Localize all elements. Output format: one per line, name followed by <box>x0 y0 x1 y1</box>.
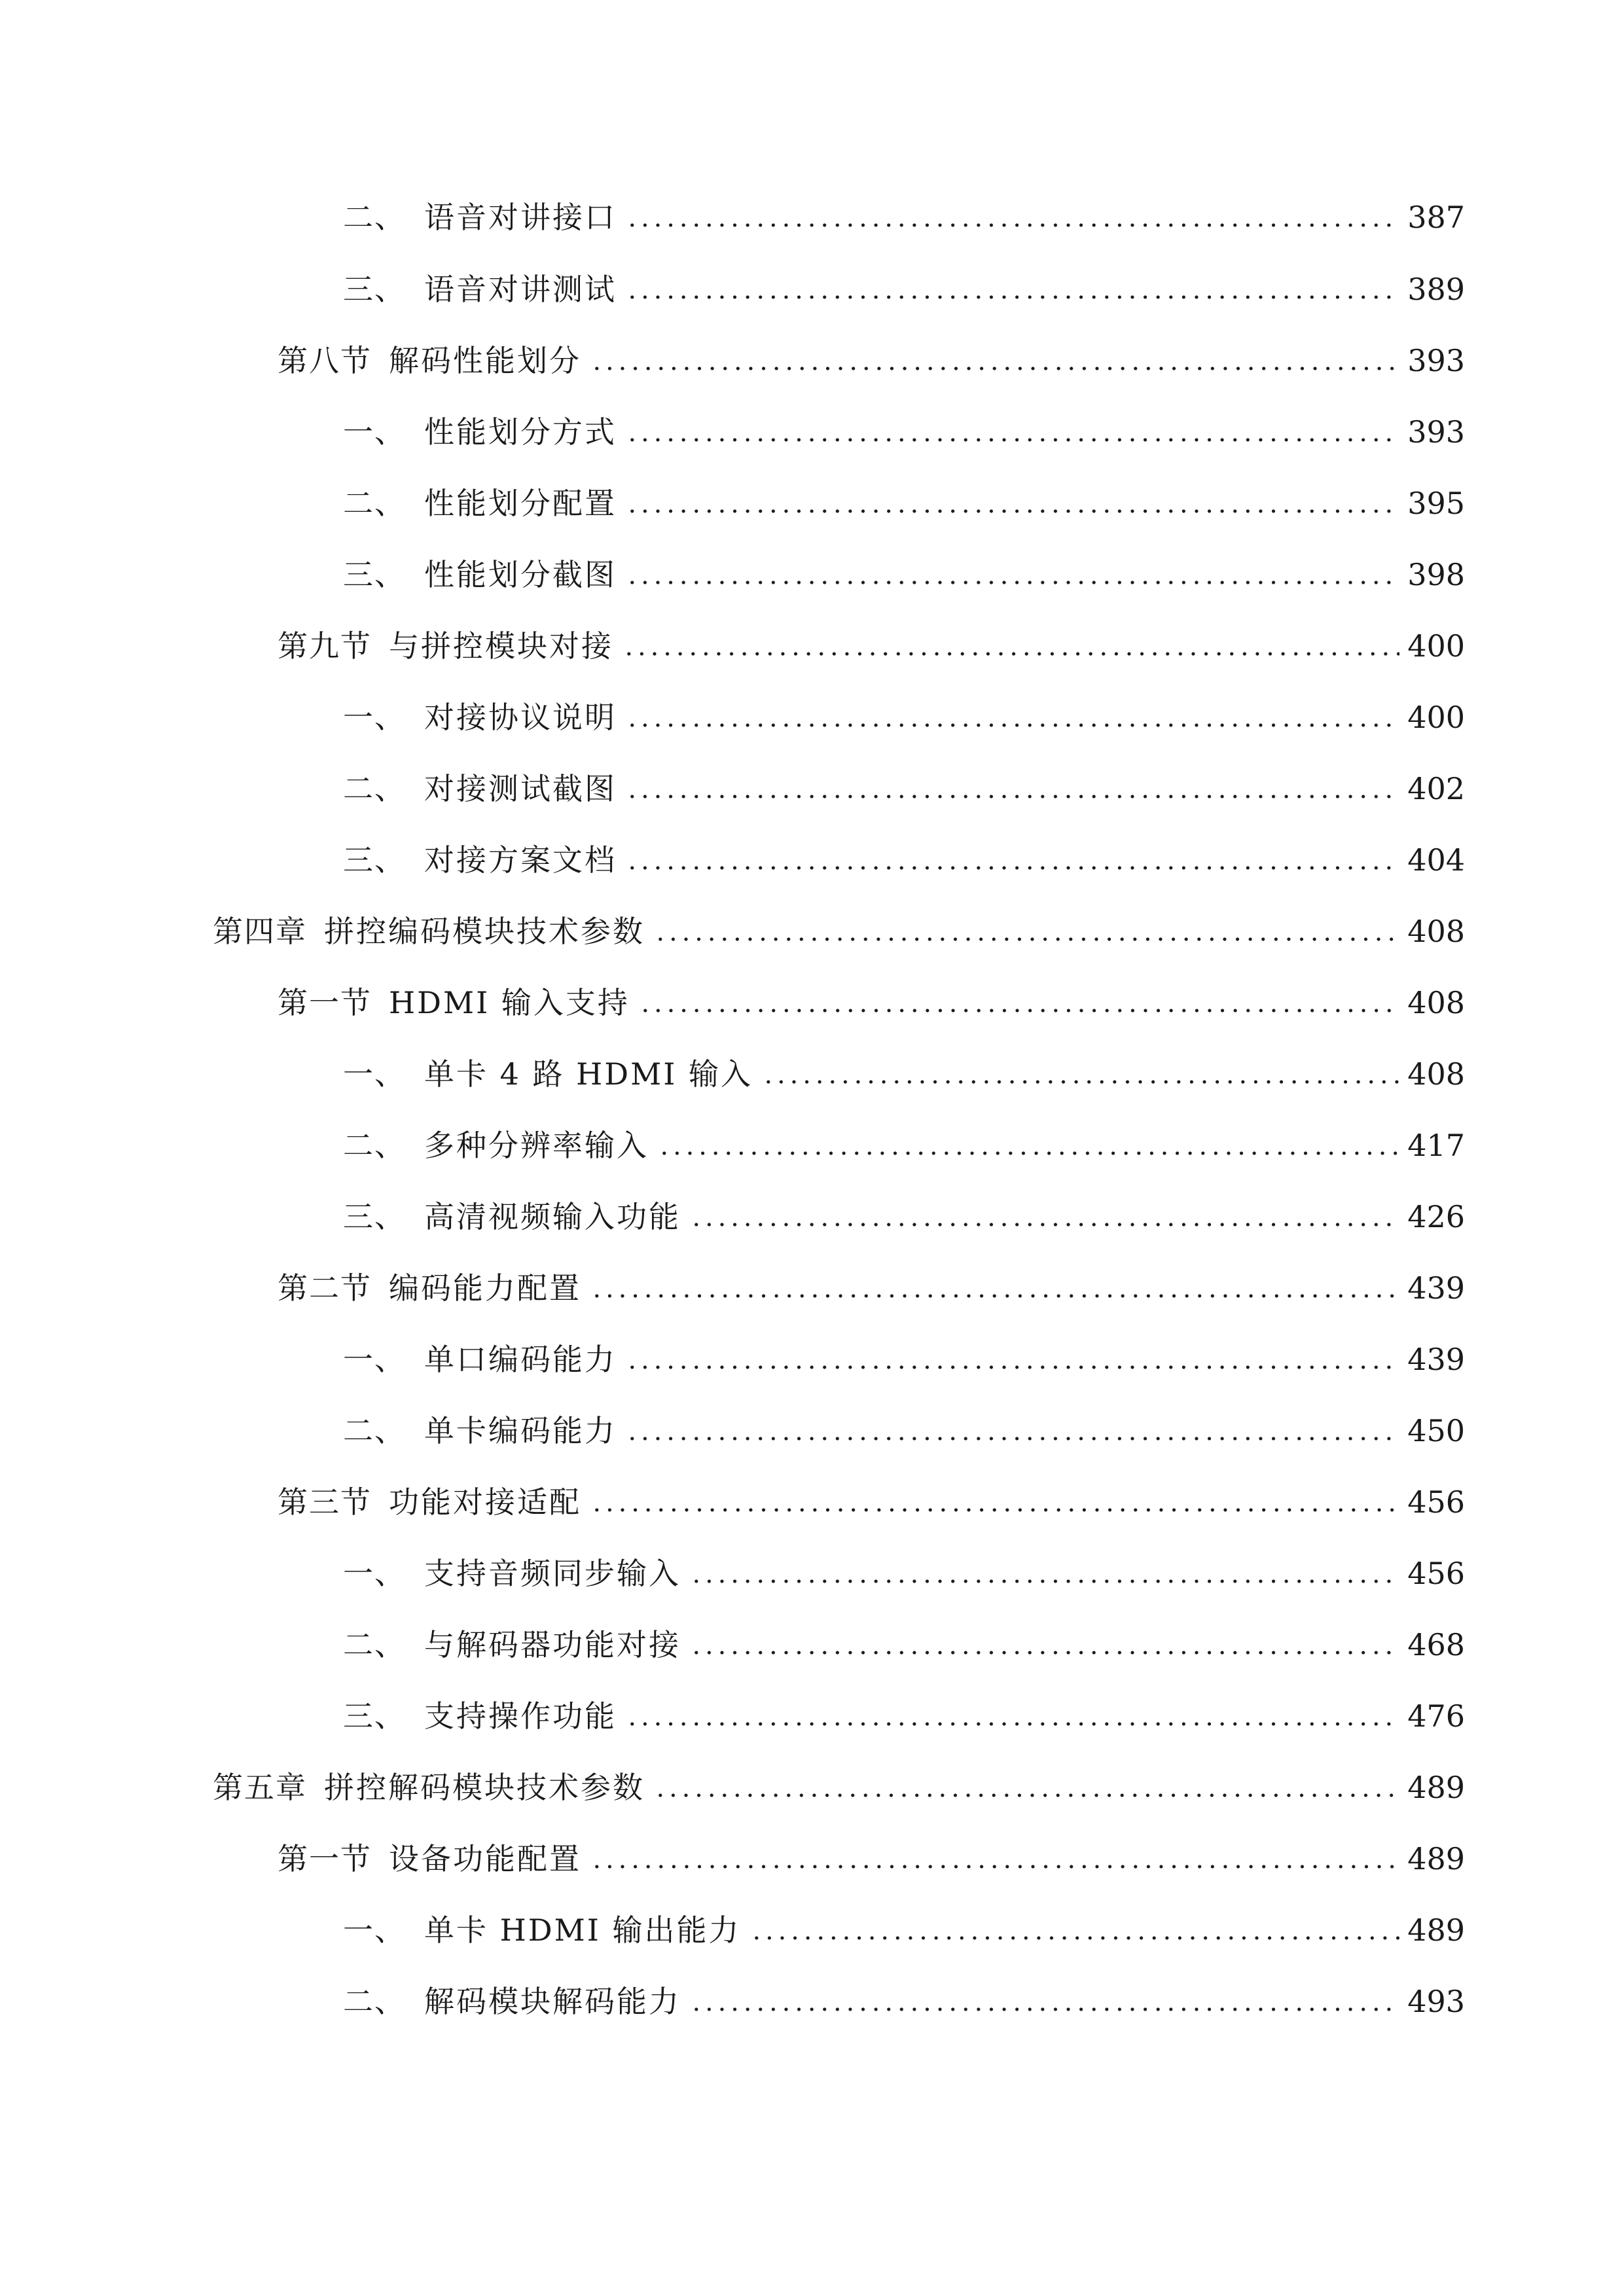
dot-leader <box>626 194 1399 240</box>
toc-entry[interactable] <box>343 1194 1465 1240</box>
toc-entry[interactable] <box>343 266 1465 312</box>
toc-entry-page: 408 <box>1407 985 1465 1020</box>
toc-entry-page: 468 <box>1407 1627 1465 1662</box>
dot-leader <box>626 1693 1399 1739</box>
toc-entry[interactable] <box>278 1479 1465 1525</box>
toc-entry-title: 支持操作功能 <box>424 1698 617 1734</box>
toc-entry-page: 439 <box>1407 1342 1465 1377</box>
toc-entry-title: 语音对讲测试 <box>424 272 617 307</box>
toc-entry-title: 单卡 HDMI 输出能力 <box>424 1912 741 1948</box>
toc-entry-title: 拼控解码模块技术参数 <box>324 1770 645 1805</box>
toc-entry-number: 三、 <box>343 272 406 307</box>
dot-leader <box>590 1479 1399 1525</box>
toc-entry[interactable] <box>343 1122 1465 1168</box>
toc-entry-page: 417 <box>1407 1128 1465 1163</box>
toc-entry-page: 489 <box>1407 1841 1465 1876</box>
toc-entry[interactable] <box>343 1551 1465 1596</box>
toc-entry-page: 387 <box>1407 200 1465 235</box>
toc-entry-title: 性能划分方式 <box>424 414 617 450</box>
dot-leader <box>626 1336 1399 1382</box>
toc-entry-title: 解码模块解码能力 <box>424 1984 681 2019</box>
toc-entry-number: 一、 <box>343 1556 406 1591</box>
toc-entry-title: 支持音频同步输入 <box>424 1556 681 1591</box>
toc-entry[interactable] <box>343 1622 1465 1668</box>
dot-leader <box>750 1907 1400 1953</box>
dot-leader <box>626 266 1399 312</box>
toc-entry-number: 二、 <box>343 1984 406 2019</box>
toc-entry-number: 三、 <box>343 1698 406 1734</box>
dot-leader <box>626 1408 1399 1454</box>
toc-entry-page: 393 <box>1407 343 1465 378</box>
dot-leader <box>690 1979 1399 2024</box>
toc-entry-number: 一、 <box>343 1056 406 1092</box>
toc-entry-page: 398 <box>1407 557 1465 592</box>
toc-entry-page: 400 <box>1407 628 1465 664</box>
toc-entry-page: 489 <box>1407 1770 1465 1805</box>
toc-entry[interactable] <box>278 1265 1465 1311</box>
toc-entry-title: 与拼控模块对接 <box>389 628 613 664</box>
toc-entry-title: 单卡 4 路 HDMI 输入 <box>424 1056 753 1092</box>
toc-entry-page: 400 <box>1407 700 1465 735</box>
toc-entry-number: 一、 <box>343 1342 406 1377</box>
toc-entry-page: 389 <box>1407 272 1465 307</box>
toc-entry-title: 单口编码能力 <box>424 1342 617 1377</box>
toc-entry[interactable] <box>343 480 1465 526</box>
toc-entry-number: 二、 <box>343 771 406 806</box>
toc-entry-title: 对接协议说明 <box>424 700 617 735</box>
toc-entry[interactable] <box>343 552 1465 598</box>
dot-leader <box>590 1836 1399 1882</box>
toc-entry-number: 第一节 <box>278 985 372 1020</box>
dot-leader <box>626 837 1399 883</box>
dot-leader <box>654 908 1399 954</box>
toc-entry[interactable] <box>343 766 1465 812</box>
toc-entry-page: 426 <box>1407 1199 1465 1234</box>
toc-entry-number: 第一节 <box>278 1841 372 1876</box>
dot-leader <box>626 552 1399 598</box>
toc-entry-page: 493 <box>1407 1984 1465 2019</box>
dot-leader <box>590 1265 1399 1311</box>
toc-entry-title: 对接方案文档 <box>424 842 617 878</box>
dot-leader <box>626 480 1399 526</box>
toc-entry[interactable] <box>213 1765 1465 1810</box>
dot-leader <box>690 1622 1399 1668</box>
toc-entry[interactable] <box>213 908 1465 954</box>
toc-entry-title: 编码能力配置 <box>389 1270 581 1306</box>
toc-entry-title: 多种分辨率输入 <box>424 1128 649 1163</box>
toc-entry[interactable] <box>278 623 1465 669</box>
toc-entry-title: 与解码器功能对接 <box>424 1627 681 1662</box>
toc-entry-number: 三、 <box>343 842 406 878</box>
dot-leader <box>690 1194 1399 1240</box>
toc-entry-number: 二、 <box>343 1627 406 1662</box>
toc-entry-title: 单卡编码能力 <box>424 1413 617 1448</box>
toc-entry-number: 一、 <box>343 1912 406 1948</box>
toc-entry[interactable] <box>343 1693 1465 1739</box>
dot-leader <box>623 623 1399 669</box>
toc-entry-number: 第三节 <box>278 1484 372 1520</box>
toc-entry-number: 第四章 <box>213 914 307 949</box>
toc-entry-page: 456 <box>1407 1484 1465 1520</box>
toc-entry[interactable] <box>278 338 1465 384</box>
toc-entry-page: 408 <box>1407 1056 1465 1092</box>
toc-entry-number: 三、 <box>343 1199 406 1234</box>
dot-leader <box>639 980 1399 1026</box>
toc-entry-number: 二、 <box>343 1413 406 1448</box>
toc-entry-number: 第二节 <box>278 1270 372 1306</box>
toc-entry[interactable] <box>343 1051 1465 1097</box>
toc-entry[interactable] <box>343 1979 1465 2024</box>
toc-entry-number: 一、 <box>343 700 406 735</box>
toc-entry-page: 476 <box>1407 1698 1465 1734</box>
toc-entry-title: 对接测试截图 <box>424 771 617 806</box>
toc-entry[interactable] <box>343 409 1465 455</box>
dot-leader <box>626 409 1399 455</box>
toc-entry[interactable] <box>343 1907 1465 1953</box>
toc-entry-page: 393 <box>1407 414 1465 450</box>
toc-entry[interactable] <box>343 1336 1465 1382</box>
toc-entry-title: 语音对讲接口 <box>424 200 617 235</box>
dot-leader <box>626 694 1399 740</box>
dot-leader <box>590 338 1399 384</box>
toc-entry-number: 二、 <box>343 200 406 235</box>
toc-entry-page: 404 <box>1407 842 1465 878</box>
toc-entry[interactable] <box>343 1408 1465 1454</box>
toc-entry-title: 解码性能划分 <box>389 343 581 378</box>
toc-entry[interactable] <box>343 194 1465 240</box>
toc-entry-number: 第九节 <box>278 628 372 664</box>
toc-entry[interactable] <box>278 980 1465 1026</box>
dot-leader <box>762 1051 1399 1097</box>
toc-entry-title: 性能划分截图 <box>424 557 617 592</box>
dot-leader <box>654 1765 1399 1810</box>
dot-leader <box>626 766 1399 812</box>
toc-entry-page: 402 <box>1407 771 1465 806</box>
toc-entry-title: 高清视频输入功能 <box>424 1199 681 1234</box>
toc-entry[interactable] <box>278 1836 1465 1882</box>
toc-entry-number: 第八节 <box>278 343 372 378</box>
toc-entry-page: 439 <box>1407 1270 1465 1306</box>
toc-entry-title: 拼控编码模块技术参数 <box>324 914 645 949</box>
toc-entry-page: 489 <box>1407 1912 1465 1948</box>
toc-entry-title: 设备功能配置 <box>389 1841 581 1876</box>
toc-entry[interactable] <box>343 694 1465 740</box>
toc-entry-number: 三、 <box>343 557 406 592</box>
toc-entry-number: 二、 <box>343 486 406 521</box>
toc-entry-number: 一、 <box>343 414 406 450</box>
dot-leader <box>690 1551 1399 1596</box>
toc-entry-title: HDMI 输入支持 <box>389 985 630 1020</box>
dot-leader <box>658 1122 1399 1168</box>
toc-entry-number: 第五章 <box>213 1770 307 1805</box>
toc-entry-page: 450 <box>1407 1413 1465 1448</box>
toc-entry-page: 456 <box>1407 1556 1465 1591</box>
toc-entry-page: 408 <box>1407 914 1465 949</box>
toc-entry-page: 395 <box>1407 486 1465 521</box>
toc-entry-number: 二、 <box>343 1128 406 1163</box>
toc-entry-title: 功能对接适配 <box>389 1484 581 1520</box>
toc-entry[interactable] <box>343 837 1465 883</box>
toc-entry-title: 性能划分配置 <box>424 486 617 521</box>
